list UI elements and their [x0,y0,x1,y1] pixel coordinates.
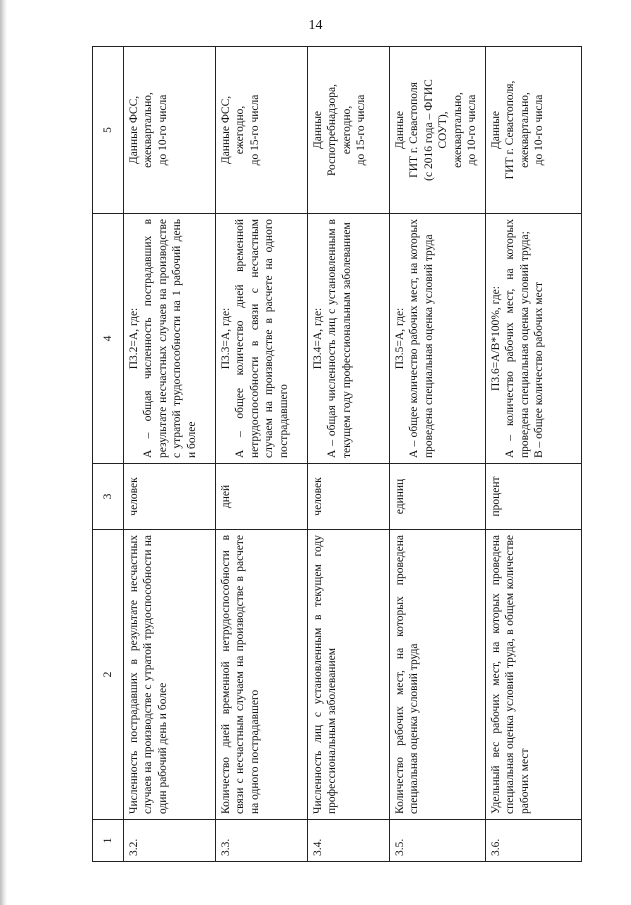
formula-description: А – общая численность лиц с установленным в текущем году профессиональным заболеванием [326,219,353,458]
indicator-name: Численность лиц с установленным в текущем году профессиональным заболеванием [308,530,390,820]
source-line: Данные [312,110,324,150]
source-line: до 10-го числа [533,94,546,166]
data-source [124,47,216,214]
row-number: 3.5. [390,820,486,862]
indicator-name: Количество рабочих мест, на которых проведена специальная оценка условий труда [390,530,486,820]
source-line: (с 2016 года – ФГИС [422,79,435,181]
calculation-method [124,214,216,464]
table-row [308,47,390,862]
rotated-table-container [92,47,582,862]
header-col-4: 4 [93,214,124,464]
source-line: Данные ФСС, [128,95,140,165]
unit-of-measure: процент [486,464,582,530]
source-line: ежеквартально, [451,92,464,168]
unit-of-measure: дней [216,464,308,530]
table-row [216,47,308,862]
indicator-name: Количество дней временной нетрудоспособности в связи с несчастным случаем на производстве в расчете на одного пострадавшего [216,530,308,820]
indicators-table [92,46,582,862]
unit-of-measure: человек [124,464,216,530]
source-line: Данные ФСС, [220,95,232,165]
calculation-method [216,214,308,464]
data-source [308,47,390,214]
source-line: Данные [394,110,406,150]
unit-of-measure: единиц [390,464,486,530]
row-number: 3.2. [124,820,216,862]
formula-description: А – количество рабочих мест, на которых проведена специальная оценка условий труда; [504,219,531,458]
header-col-3: 3 [93,464,124,530]
formula-description: А – общая численность пострадавших в результате несчастных случаев на производстве с утратой трудоспособности на 1 рабочий день и более [142,219,198,458]
header-col-5: 5 [93,47,124,214]
source-line: до 10-го числа [156,94,169,166]
table-row [486,47,582,862]
data-source [390,47,486,214]
scan-edge [0,0,7,905]
source-line: ежеквартально, [518,92,531,168]
formula-description: А – общее количество дней временной нетрудоспособности в связи с несчастным случаем на производстве в расчете на одного пострадавшего [234,219,290,458]
formula: П3.4=А, где: [312,307,324,370]
unit-of-measure: человек [308,464,390,530]
header-row [93,47,124,862]
indicator-name: Численность пострадавших в результате несчастных случаев на производстве с утратой трудоспособности на один рабочий день и более [124,530,216,820]
row-number: 3.4. [308,820,390,862]
formula: П3.6=А/В*100%, где: [490,286,502,391]
header-col-2: 2 [93,530,124,820]
source-line: СОУТ), [437,111,450,149]
formula: П3.3=А, где: [220,307,232,370]
formula-description: А – общее количество рабочих мест, на которых проведена специальная оценка условий труда [408,219,435,458]
header-col-1: 1 [93,820,124,862]
calculation-method [390,214,486,464]
data-source [486,47,582,214]
calculation-method [486,214,582,464]
source-line: ГИТ г. Севастополя, [504,80,517,180]
calculation-method [308,214,390,464]
formula-description: В – общее количество рабочих мест [533,281,546,458]
formula: П3.5=А, где: [394,307,406,370]
source-line: до 15-го числа [248,94,261,166]
source-line: ежеквартально, [142,92,155,168]
table-row [390,47,486,862]
formula: П3.2=А, где: [128,307,140,370]
table-row [124,47,216,862]
page-number: 14 [308,18,323,33]
indicator-name: Удельный вес рабочих мест, на которых проведена специальная оценка условий труда, в общем количестве рабочих мест [486,530,582,820]
source-line: до 10-го числа [465,94,478,166]
source-line: ежегодно, [234,105,247,155]
row-number: 3.6. [486,820,582,862]
source-line: ГИТ г. Севастополя [408,82,421,178]
data-source [216,47,308,214]
row-number: 3.3. [216,820,308,862]
source-line: ежегодно, [340,105,353,155]
source-line: Роспотребнадзора, [326,83,339,177]
source-line: до 15-го числа [355,94,368,166]
source-line: Данные [490,110,502,150]
